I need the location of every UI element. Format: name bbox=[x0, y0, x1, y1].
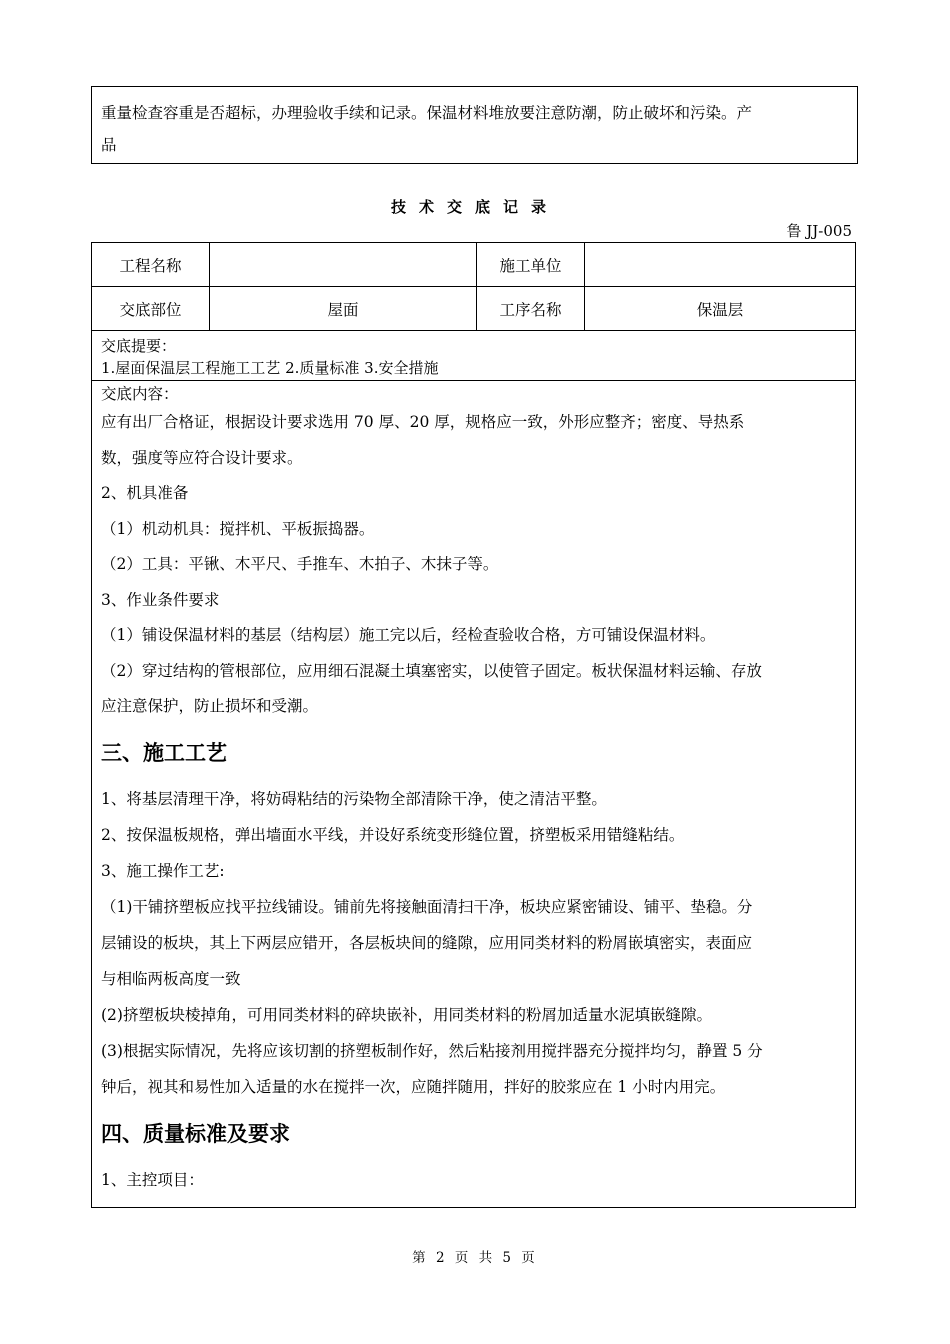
process-name-value: 保温层 bbox=[696, 300, 744, 319]
conditions-heading: 3、作业条件要求 bbox=[101, 590, 220, 609]
process-step-2: 2、按保温板规格，弹出墙面水平线，并设好系统变形缝位置，挤塑板采用错缝粘结。 bbox=[101, 825, 685, 844]
continuation-line-2: 品 bbox=[101, 136, 117, 154]
main-control-items: 1、主控项目： bbox=[101, 1170, 204, 1189]
disclosure-part-value: 屋面 bbox=[210, 287, 477, 330]
summary-text: 1.屋面保温层工程施工工艺 2.质量标准 3.安全措施 bbox=[101, 359, 439, 377]
process-p3-line-1: (3)根据实际情况，先将应该切割的挤塑板制作好，然后粘接剂用搅拌器充分搅拌均匀，静置 5 分 bbox=[101, 1041, 763, 1060]
disclosure-record-table bbox=[91, 242, 856, 1208]
header-row-1 bbox=[92, 243, 855, 287]
conditions-item-2-line-1: （2）穿过结构的管根部位，应用细石混凝土填塞密实，以使管子固定。板状保温材料运输、存放 bbox=[101, 661, 762, 680]
section-4-heading: 四、质量标准及要求 bbox=[101, 1120, 290, 1146]
summary-label: 交底提要： bbox=[101, 337, 177, 355]
conditions-item-2-line-2: 应注意保护，防止损坏和受潮。 bbox=[101, 697, 319, 715]
process-p3-line-2: 钟后，视其和易性加入适量的水在搅拌一次，应随拌随用，拌好的胶浆应在 1 小时内用完。 bbox=[101, 1077, 726, 1096]
project-name-value bbox=[210, 243, 477, 286]
process-p2: (2)挤塑板块棱掉角，可用同类材料的碎块嵌补，用同类材料的粉屑加适量水泥填嵌缝隙。 bbox=[101, 1005, 712, 1024]
disclosure-summary bbox=[92, 331, 855, 381]
process-p1-line-2: 层铺设的板块，其上下两层应错开，各层板块间的缝隙，应用同类材料的粉屑嵌填密实，表面应 bbox=[101, 933, 753, 952]
disclosure-content bbox=[92, 381, 855, 1198]
material-paragraph-line-1: 应有出厂合格证，根据设计要求选用 70 厚、20 厚，规格应一致，外形应整齐；密度、导热系 bbox=[101, 413, 745, 431]
process-p1-line-1: （1)干铺挤塑板应找平拉线铺设。铺前先将接触面清扫干净，板块应紧密铺设、铺平、垫稳。分 bbox=[101, 897, 753, 916]
document-title: 技术交底记录 bbox=[390, 198, 559, 216]
construction-unit-value bbox=[585, 243, 855, 286]
process-name-label: 工序名称 bbox=[477, 287, 585, 330]
section-3-heading: 三、施工工艺 bbox=[101, 739, 227, 765]
disclosure-part-label: 交底部位 bbox=[92, 287, 210, 330]
material-paragraph-line-2: 数，强度等应符合设计要求。 bbox=[101, 449, 303, 467]
page-footer: 第 2 页 共 5 页 bbox=[412, 1250, 538, 1266]
project-name-label: 工程名称 bbox=[92, 243, 210, 286]
process-step-3: 3、施工操作工艺: bbox=[101, 861, 225, 880]
construction-unit-label: 施工单位 bbox=[477, 243, 585, 286]
tools-item-1: （1）机动机具：搅拌机、平板振捣器。 bbox=[101, 519, 375, 538]
process-p1-line-3: 与相临两板高度一致 bbox=[101, 969, 241, 988]
tools-heading: 2、机具准备 bbox=[101, 484, 189, 502]
header-row-2 bbox=[92, 287, 855, 331]
conditions-item-1: （1）铺设保温材料的基层（结构层）施工完以后，经检查验收合格，方可铺设保温材料。 bbox=[101, 626, 716, 644]
continuation-line-1: 重量检查容重是否超标，办理验收手续和记录。保温材料堆放要注意防潮，防止破坏和污染。产 bbox=[101, 104, 753, 122]
content-label: 交底内容： bbox=[101, 385, 179, 403]
form-code: 鲁 JJ-005 bbox=[786, 222, 852, 240]
tools-item-2: （2）工具：平锹、木平尺、手推车、木拍子、木抹子等。 bbox=[101, 555, 499, 573]
process-step-1: 1、将基层清理干净，将妨碍粘结的污染物全部清除干净，使之清洁平整。 bbox=[101, 789, 607, 808]
previous-page-continuation-box bbox=[91, 86, 858, 164]
